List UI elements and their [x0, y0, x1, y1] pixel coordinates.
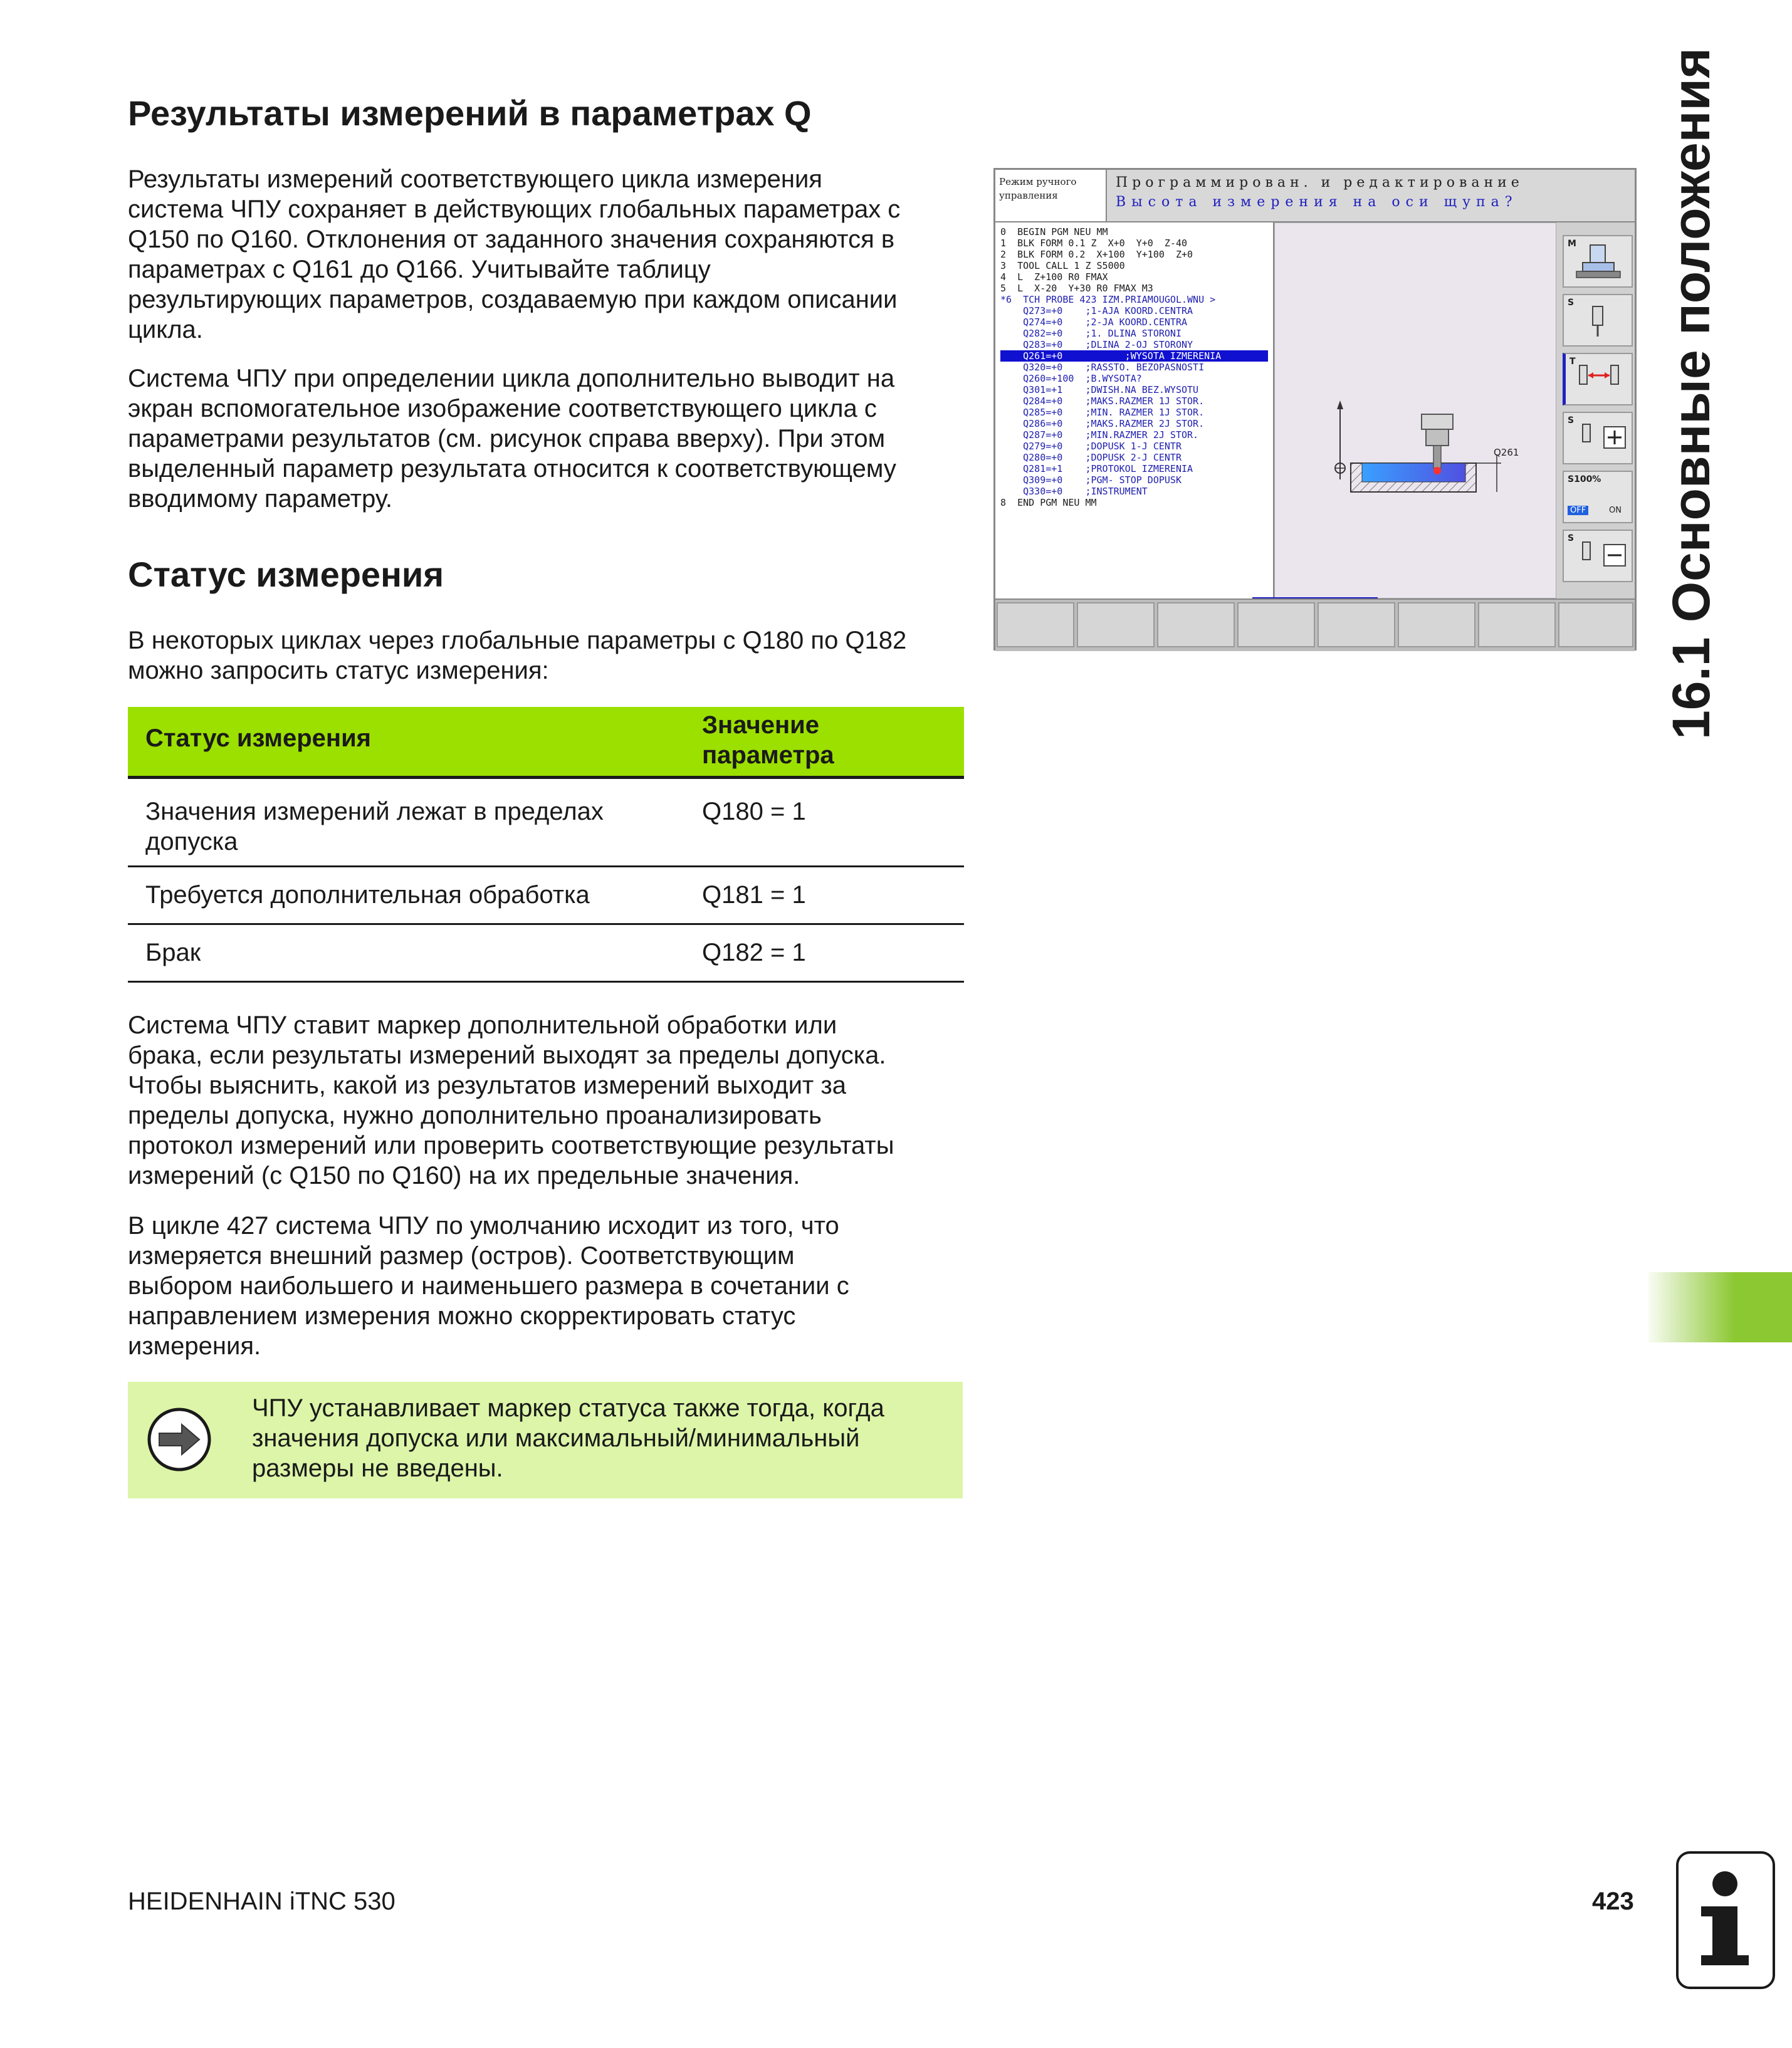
program-line[interactable]: 1 BLK FORM 0.1 Z X+0 Y+0 Z-40: [1000, 238, 1188, 249]
header-line: параметра: [702, 741, 834, 769]
paragraph-line: Результаты измерений соответствующего цикла измерения: [128, 165, 822, 193]
softkey-label: S: [1568, 415, 1575, 426]
table-header: [128, 707, 964, 779]
paragraph-line: Q150 по Q160. Отклонения от заданного значения сохраняются в: [128, 226, 895, 253]
program-line[interactable]: Q273=+0 ;1-AJA KOORD.CENTRA: [1000, 305, 1193, 316]
tool-measure-icon: [1566, 354, 1633, 404]
plus-icon: [1564, 413, 1632, 463]
graphic-label-q261: Q261: [1494, 447, 1519, 458]
program-line[interactable]: Q282=+0 ;1. DLINA STORONI: [1000, 328, 1182, 339]
note-text: [252, 1393, 948, 1483]
program-line[interactable]: *6 TCH PROBE 423 IZM.PRIAMOUGOL.WNU >: [1000, 294, 1216, 305]
program-line[interactable]: Q309=+0 ;PGM- STOP DOPUSK: [1000, 474, 1182, 486]
table-row: [128, 925, 964, 983]
paragraph-cycle-427: [128, 1211, 968, 1361]
cnc-header-mode: Программирован. и редактирование: [1116, 175, 1524, 191]
paragraph-line: цикла.: [128, 316, 203, 343]
paragraph-line: измерения.: [128, 1332, 261, 1360]
program-line[interactable]: Q285=+0 ;MIN. RAZMER 1J STOR.: [1000, 407, 1205, 418]
chapter-tab-marker: [1648, 1272, 1792, 1342]
program-line[interactable]: 5 L X-20 Y+30 R0 FMAX M3: [1000, 283, 1153, 294]
table-cell-status: Требуется дополнительная обработка: [145, 881, 590, 909]
softkey-7[interactable]: [1478, 602, 1556, 647]
paragraph-line: выбором наибольшего и наименьшего размера в сочетании с: [128, 1272, 849, 1300]
side-softkey-s-plus[interactable]: [1563, 412, 1633, 464]
paragraph-line: брака, если результаты измерений выходят за пределы допуска.: [128, 1042, 886, 1069]
program-line[interactable]: 3 TOOL CALL 1 Z S5000: [1000, 260, 1125, 271]
softkey-4[interactable]: [1237, 602, 1315, 647]
softkey-label: M: [1568, 239, 1576, 249]
paragraph-line: параметрах с Q161 до Q166. Учитывайте таблицу: [128, 256, 711, 283]
program-line[interactable]: Q284=+0 ;MAKS.RAZMER 1J STOR.: [1000, 395, 1205, 407]
softkey-label: S: [1568, 533, 1575, 543]
paragraph-line: измеряется внешний размер (остров). Соответствующим: [128, 1242, 795, 1270]
table-row: [128, 867, 964, 925]
program-line[interactable]: 0 BEGIN PGM NEU MM: [1000, 226, 1108, 238]
program-line[interactable]: Q260=+100 ;B.WYSOTA?: [1000, 373, 1142, 384]
cnc-bottom-softkeys: [995, 598, 1635, 651]
note-line: значения допуска или максимальный/минимальный: [252, 1424, 860, 1452]
note-line: размеры не введены.: [252, 1455, 503, 1482]
table-cell-status: [145, 797, 672, 857]
program-line[interactable]: Q287=+0 ;MIN.RAZMER 2J STOR.: [1000, 429, 1199, 441]
table-header-value: [702, 710, 890, 770]
cnc-screen: [993, 168, 1637, 650]
paragraph-aux-image: [128, 363, 968, 514]
program-line[interactable]: 2 BLK FORM 0.2 X+100 Y+100 Z+0: [1000, 249, 1193, 260]
program-line[interactable]: Q279=+0 ;DOPUSK 1-J CENTR: [1000, 441, 1182, 452]
program-line[interactable]: Q274=+0 ;2-JA KOORD.CENTRA: [1000, 316, 1188, 328]
paragraph-line: протокол измерений или проверить соответствующие результаты: [128, 1132, 894, 1159]
cell-line: допуска: [145, 828, 238, 855]
paragraph-line: можно запросить статус измерения:: [128, 657, 549, 684]
paragraph-line: пределы допуска, нужно дополнительно проанализировать: [128, 1102, 822, 1129]
status-table: [128, 707, 964, 983]
footer-product: HEIDENHAIN iTNC 530: [128, 1888, 396, 1915]
paragraph-line: Чтобы выяснить, какой из результатов измерений выходит за: [128, 1072, 846, 1099]
side-softkey-t[interactable]: [1563, 353, 1633, 405]
paragraph-line: В цикле 427 система ЧПУ по умолчанию исходит из того, что: [128, 1212, 839, 1240]
minus-icon: [1564, 531, 1632, 581]
toggle-off-label: OFF: [1568, 506, 1588, 515]
tool-icon: [1564, 295, 1632, 345]
cnc-side-softkeys: [1556, 222, 1635, 598]
section-heading-q-results: Результаты измерений в параметрах Q: [128, 93, 812, 133]
softkey-label: T: [1569, 357, 1576, 367]
table-header-status: Статус измерения: [145, 724, 371, 752]
note-line: ЧПУ устанавливает маркер статуса также тогда, когда: [252, 1394, 884, 1422]
paragraph-line: вводимому параметру.: [128, 485, 392, 513]
paragraph-q-results: [128, 164, 968, 345]
program-line[interactable]: Q281=+1 ;PROTOKOL IZMERENIA: [1000, 463, 1193, 474]
toggle-on-label: ON: [1609, 506, 1622, 515]
probe-diagram: [1274, 222, 1556, 598]
header-line: Значение: [702, 711, 819, 739]
softkey-1[interactable]: [997, 602, 1074, 647]
softkey-label: S100%: [1568, 474, 1601, 484]
side-softkey-s-minus[interactable]: [1563, 530, 1633, 582]
page-number: 423: [1592, 1888, 1634, 1915]
softkey-8[interactable]: [1558, 602, 1633, 647]
table-cell-value: Q182 = 1: [702, 939, 806, 966]
program-line[interactable]: Q286=+0 ;MAKS.RAZMER 2J STOR.: [1000, 418, 1205, 429]
softkey-3[interactable]: [1157, 602, 1235, 647]
softkey-6[interactable]: [1398, 602, 1475, 647]
paragraph-line: экран вспомогательное изображение соответствующего цикла с: [128, 395, 877, 422]
paragraph-line: результирующих параметров, создаваемую при каждом описании: [128, 286, 898, 313]
program-line[interactable]: Q261=+0 ;WYSOTA IZMERENIA: [1000, 350, 1268, 362]
program-line[interactable]: 8 END PGM NEU MM: [1000, 497, 1097, 508]
side-softkey-m[interactable]: [1563, 235, 1633, 288]
softkey-2[interactable]: [1077, 602, 1155, 647]
section-heading-measure-status: Статус измерения: [128, 555, 444, 594]
paragraph-line: Система ЧПУ при определении цикла дополнительно выводит на: [128, 365, 895, 392]
mode-line: Режим ручного: [999, 176, 1077, 187]
cnc-header: [1107, 170, 1635, 222]
cnc-mode-label: [995, 170, 1107, 222]
program-line[interactable]: 4 L Z+100 R0 FMAX: [1000, 271, 1108, 283]
softkey-5[interactable]: [1318, 602, 1395, 647]
paragraph-line: направлением измерения можно скорректировать статус: [128, 1302, 796, 1330]
program-line[interactable]: Q330=+0 ;INSTRUMENT: [1000, 486, 1148, 497]
program-line[interactable]: Q320=+0 ;RASSTO. BEZOPASNOSTI: [1000, 362, 1205, 373]
program-line[interactable]: Q280=+0 ;DOPUSK 2-J CENTR: [1000, 452, 1182, 463]
program-line[interactable]: Q283=+0 ;DLINA 2-OJ STORONY: [1000, 339, 1193, 350]
arrow-right-icon: [147, 1407, 212, 1472]
paragraph-line: Система ЧПУ ставит маркер дополнительной обработки или: [128, 1011, 837, 1039]
cell-line: Значения измерений лежат в пределах: [145, 798, 604, 825]
paragraph-status-intro: [128, 625, 968, 686]
paragraph-line: параметрами результатов (см. рисунок справа вверху). При этом: [128, 425, 886, 452]
cnc-program-listing: [995, 222, 1274, 598]
paragraph-line: В некоторых циклах через глобальные параметры с Q180 по Q182: [128, 627, 907, 654]
table-cell-value: Q180 = 1: [702, 798, 806, 825]
paragraph-rework-marker: [128, 1010, 968, 1191]
program-line[interactable]: Q301=+1 ;DWISH.NA BEZ.WYSOTU: [1000, 384, 1199, 395]
table-cell-value: Q181 = 1: [702, 881, 806, 909]
paragraph-line: система ЧПУ сохраняет в действующих глобальных параметрах с: [128, 196, 901, 223]
paragraph-line: выделенный параметр результата относится к соответствующему: [128, 455, 896, 483]
cnc-header-prompt: Высота измерения на оси щупа?: [1116, 194, 1518, 210]
mode-line: управления: [999, 190, 1058, 201]
side-softkey-s1[interactable]: [1563, 294, 1633, 347]
table-row: [128, 779, 964, 867]
note-box: [128, 1382, 963, 1498]
cnc-help-graphic: [1274, 222, 1556, 598]
table-cell-status: Брак: [145, 939, 201, 966]
info-icon: [1676, 1851, 1775, 1989]
paragraph-line: измерений (с Q150 по Q160) на их предельные значения.: [128, 1162, 800, 1189]
chapter-side-title: 16.1 Основные положения: [1662, 47, 1721, 739]
side-softkey-spindle-override[interactable]: [1563, 471, 1633, 523]
softkey-label: S: [1568, 298, 1575, 308]
